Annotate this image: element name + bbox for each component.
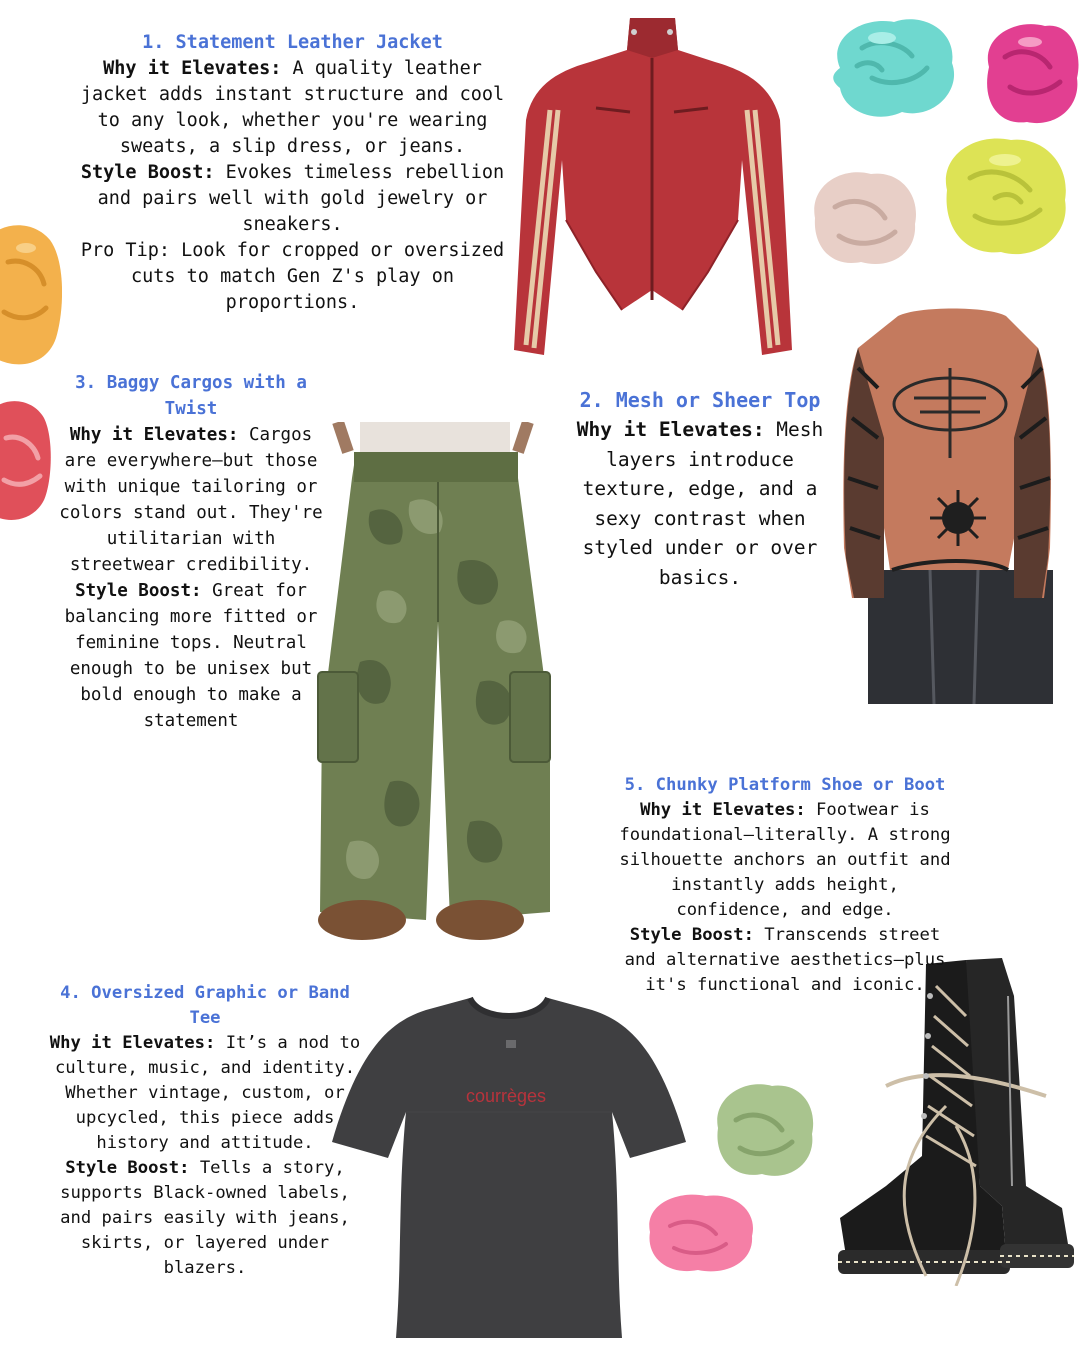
section-mesh-top	[560, 385, 840, 592]
paragraph-label: Why it Elevates:	[576, 418, 765, 441]
paragraph-label: Why it Elevates:	[49, 1033, 216, 1053]
paragraph-text: Cargos are everywhere—but those with unique tailoring or colors stand out. They're utilitarian with streetwear credibility.	[59, 425, 323, 575]
paragraph-label: Style Boost:	[629, 925, 754, 945]
why-it-elevates-paragraph	[48, 1031, 362, 1156]
why-it-elevates-paragraph	[560, 415, 840, 592]
section-heading: 5. Chunky Platform Shoe or Boot	[624, 775, 946, 795]
paragraph-text: It’s a nod to culture, music, and identity. Whether vintage, custom, or upcycled, this piece adds history and attitude.	[54, 1033, 361, 1153]
why-it-elevates-paragraph	[70, 56, 515, 160]
section-baggy-cargos	[50, 370, 332, 734]
red-gum-image	[0, 392, 52, 524]
section-leather-jacket	[70, 30, 515, 316]
paragraph-label: Why it Elevates:	[69, 425, 239, 445]
teal-gum-image	[822, 8, 964, 126]
paragraph-text: A quality leather jacket adds instant structure and cool to any look, whether you're wearing sweats, a slip dress, or jeans.	[80, 58, 505, 157]
paragraph-text: Transcends street and alternative aesthetics—plus it's functional and iconic.	[624, 925, 946, 995]
paragraph-label: Why it Elevates:	[103, 58, 282, 79]
section-graphic-tee	[48, 981, 362, 1281]
paragraph-label: Style Boost:	[75, 581, 202, 601]
style-boost-paragraph	[618, 923, 952, 998]
why-it-elevates-paragraph	[618, 798, 952, 923]
style-boost-paragraph	[50, 578, 332, 734]
section-heading: 2. Mesh or Sheer Top	[579, 388, 821, 412]
section-heading: 4. Oversized Graphic or Band Tee	[60, 983, 350, 1028]
paragraph-label: Why it Elevates:	[640, 800, 806, 820]
section-platform-boot	[618, 773, 952, 998]
paragraph-label: Style Boost:	[80, 162, 215, 183]
paragraph-text: Tells a story, supports Black-owned labels, and pairs easily with jeans, skirts, or layered under blazers.	[60, 1158, 350, 1278]
paragraph-text: Pro Tip: Look for cropped or oversized cuts to match Gen Z's play on proportions.	[80, 240, 505, 313]
paragraph-text: Mesh layers introduce texture, edge, and a sexy contrast when styled under or over basics.	[582, 418, 824, 589]
magenta-gum-image	[975, 12, 1080, 132]
paragraph-text: Footwear is foundational—literally. A strong silhouette anchors an outfit and instantly adds height, confidence, and edge.	[619, 800, 951, 920]
style-boost-paragraph	[48, 1156, 362, 1281]
graphic-tee-image	[330, 992, 688, 1338]
paragraph-text: Evokes timeless rebellion and pairs well with gold jewelry or sneakers.	[97, 162, 505, 235]
paragraph-label: Style Boost:	[65, 1158, 190, 1178]
style-boost-paragraph	[70, 160, 515, 238]
section-heading: 3. Baggy Cargos with a Twist	[75, 373, 307, 419]
tee-print-text: courrèges	[465, 1086, 547, 1106]
yellow-gum-image	[935, 128, 1075, 266]
paragraph-text: Great for balancing more fitted or feminine tops. Neutral enough to be unisex but bold enough to make a statement	[64, 581, 318, 731]
pro-tip-paragraph	[70, 238, 515, 316]
blush-gum-image	[805, 162, 923, 270]
leather-jacket-image	[510, 10, 795, 360]
why-it-elevates-paragraph	[50, 422, 332, 578]
mesh-top-image	[838, 308, 1056, 704]
platform-boots-image	[826, 956, 1080, 1286]
sage-gum-image	[710, 1076, 818, 1184]
cargo-pants-image	[300, 422, 565, 944]
orange-gum-image	[0, 212, 62, 372]
section-heading: 1. Statement Leather Jacket	[142, 32, 443, 53]
